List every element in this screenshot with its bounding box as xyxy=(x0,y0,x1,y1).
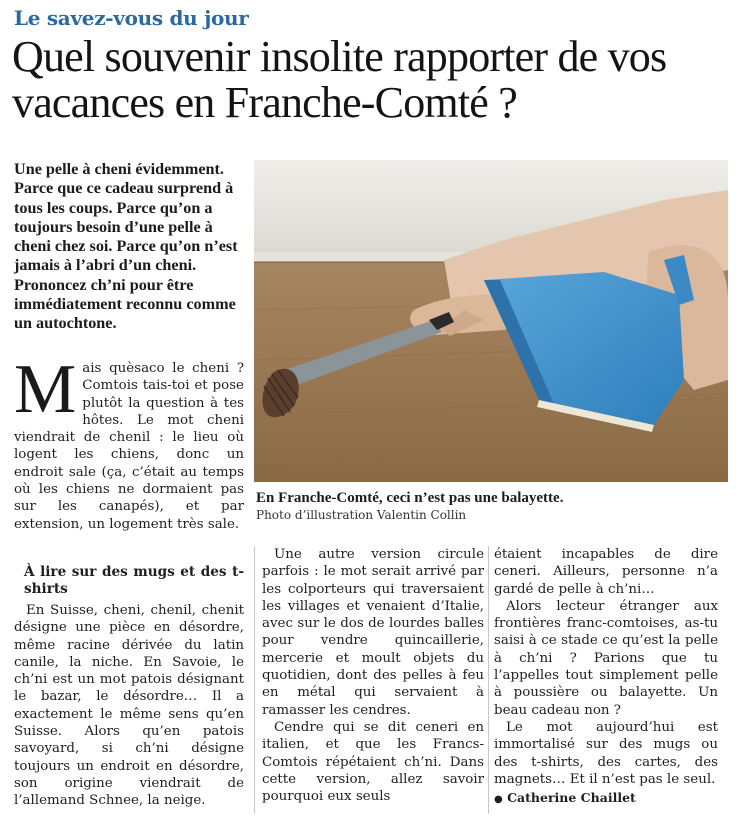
photo-illustration xyxy=(254,160,728,482)
subhead: À lire sur des mugs et des t-shirts xyxy=(24,564,244,597)
signature xyxy=(494,789,718,808)
caption-credit: Photo d’illustration Valentin Collin xyxy=(256,508,467,522)
dropcap: M xyxy=(14,351,77,428)
paragraph: Le mot aujourd’hui est immortalisé sur des mugs ou des t-shirts, des cartes, des magnets… Et il n’est pas le seul. xyxy=(494,719,718,787)
body-column-3 xyxy=(494,546,718,808)
body-column-2 xyxy=(262,546,484,805)
body-intro xyxy=(14,351,244,533)
column-divider xyxy=(488,546,489,814)
photo-caption xyxy=(256,489,728,523)
paragraph: Une autre version circule parfois : le mot serait arrivé par les colporteurs qui traversaient les villages et venaient d’Italie, avec sur le dos de lourdes balles pour vendre quincaillerie, mercerie et moult objets du quotidien, dont des pelles à feu en métal qui servaient à ramasser les cendres. xyxy=(262,547,484,718)
bullet-icon: ● xyxy=(494,794,503,806)
caption-title: En Franche-Comté, ceci n’est pas une balayette. xyxy=(256,490,564,506)
author-name: Catherine Chaillet xyxy=(507,790,636,806)
kicker: Le savez-vous du jour xyxy=(14,6,249,30)
column-divider xyxy=(254,546,255,814)
body-intro-text: ais quèsaco le cheni ? Comtois tais-toi et pose plutôt la question à tes hôtes. Le mot cheni viendrait de chenil : le lieu où logent les chiens, donc un endroit sale (ça, c’était au temps où les chiens ne dormaient pas sur les canapés), et par extension, un logement très sale. xyxy=(14,361,244,532)
paragraph: étaient incapables de dire ceneri. Ailleurs, personne n’a gardé de pelle à ch’ni… xyxy=(494,547,718,597)
photo xyxy=(254,160,728,482)
body-column-1 xyxy=(14,564,244,810)
paragraph: En Suisse, cheni, chenil, chenit désigne une pièce en désordre, même racine dérivée du latin canile, la niche. En Savoie, le ch’ni est un mot patois désignant le bazar, le désordre… Il a exactement le même sens qu’en Suisse. Alors qu’en patois savoyard, si ch’ni désigne toujours un endroit en désordre, son origine viendrait de l’allemand Schnee, la neige. xyxy=(14,603,244,809)
paragraph: Cendre qui se dit ceneri en italien, et que les Francs-Comtois répétaient ch’ni. Dans cette version, allez savoir pourquoi eux seuls xyxy=(262,719,484,805)
paragraph: Alors lecteur étranger aux frontières franc-comtoises, as-tu saisi à ce stade ce qu’est la pelle à ch’ni ? Parions que tu l’appelles tout simplement pelle à poussière ou balayette. Un beau cadeau non ? xyxy=(494,598,718,718)
article-chapo: Une pelle à cheni évidemment. Parce que ce cadeau surprend à tous les coups. Parce qu’on a toujours besoin d’une pelle à cheni chez soi. Parce qu’on n’est jamais à l’abri d’un cheni. Prononcez ch’ni pour être immédiatement reconnu comme un autochtone. xyxy=(14,160,238,333)
article-title: Quel souvenir insolite rapporter de vos vacances en Franche-Comté ? xyxy=(12,32,667,127)
